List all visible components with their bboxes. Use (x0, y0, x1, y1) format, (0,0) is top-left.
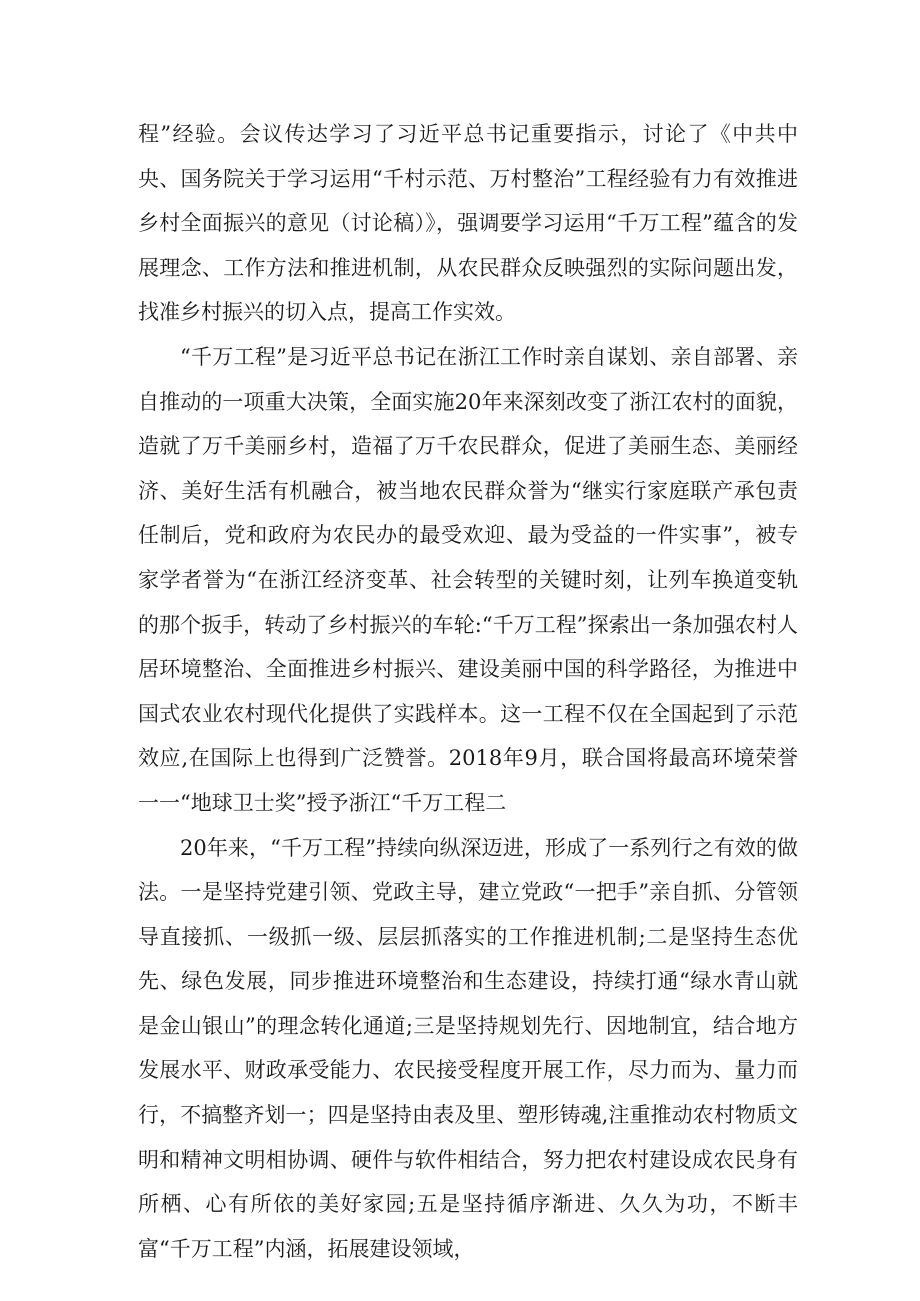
paragraph-meeting-summary: 程”经验。会议传达学习了习近平总书记重要指示，讨论了《中共中央、国务院关于学习运用“千村示范、万村整治”工程经验有力有效推进乡村全面振兴的意见（讨论稿）》，强调要学习运用“千万工程”蕴含的发展理念、工作方法和推进机制，从农民群众反映强烈的实际问题出发，找准乡村振兴的切入点，提高工作实效。 (138, 122, 798, 325)
paragraph-twenty-years-practices: 20年来，“千万工程”持续向纵深迈进，形成了一系列行之有效的做法。一是坚持党建引领、党政主导，建立党政“一把手”亲自抓、分管领导直接抓、一级抓一级、层层抓落实的工作推进机制;二是坚持生态优先、绿色发展，同步推进环境整治和生态建设，持续打通“绿水青山就是金山银山”的理念转化通道;三是坚持规划先行、因地制宜，结合地方发展水平、财政承受能力、农民接受程度开展工作，尽力而为、量力而行，不搞整齐划一；四是坚持由表及里、塑形铸魂,注重推动农村物质文明和精神文明相协调、硬件与软件相结合，努力把农村建设成农民身有所栖、心有所依的美好家园;五是坚持循序渐进、久久为功，不断丰富“千万工程”内涵，拓展建设领域， (138, 835, 798, 1261)
paragraph-qianwan-project-overview: “千万工程”是习近平总书记在浙江工作时亲自谋划、亲自部署、亲自推动的一项重大决策，全面实施20年来深刻改变了浙江农村的面貌，造就了万千美丽乡村，造福了万千农民群众，促进了美丽生态、美丽经济、美好生活有机融合，被当地农民群众誉为“继实行家庭联产承包责任制后，党和政府为农民办的最受欢迎、最为受益的一件实事”，被专家学者誉为“在浙江经济变革、社会转型的关键时刻，让列车换道变轨的那个扳手，转动了乡村振兴的车轮:“千万工程”探索出一条加强农村人居环境整治、全面推进乡村振兴、建设美丽中国的科学路径，为推进中国式农业农村现代化提供了实践样本。这一工程不仅在全国起到了示范效应,在国际上也得到广泛赞誉。2018年9月，联合国将最高环境荣誉一一“地球卫士奖”授予浙江“千万工程二 (138, 344, 798, 815)
document-body (138, 112, 798, 1271)
